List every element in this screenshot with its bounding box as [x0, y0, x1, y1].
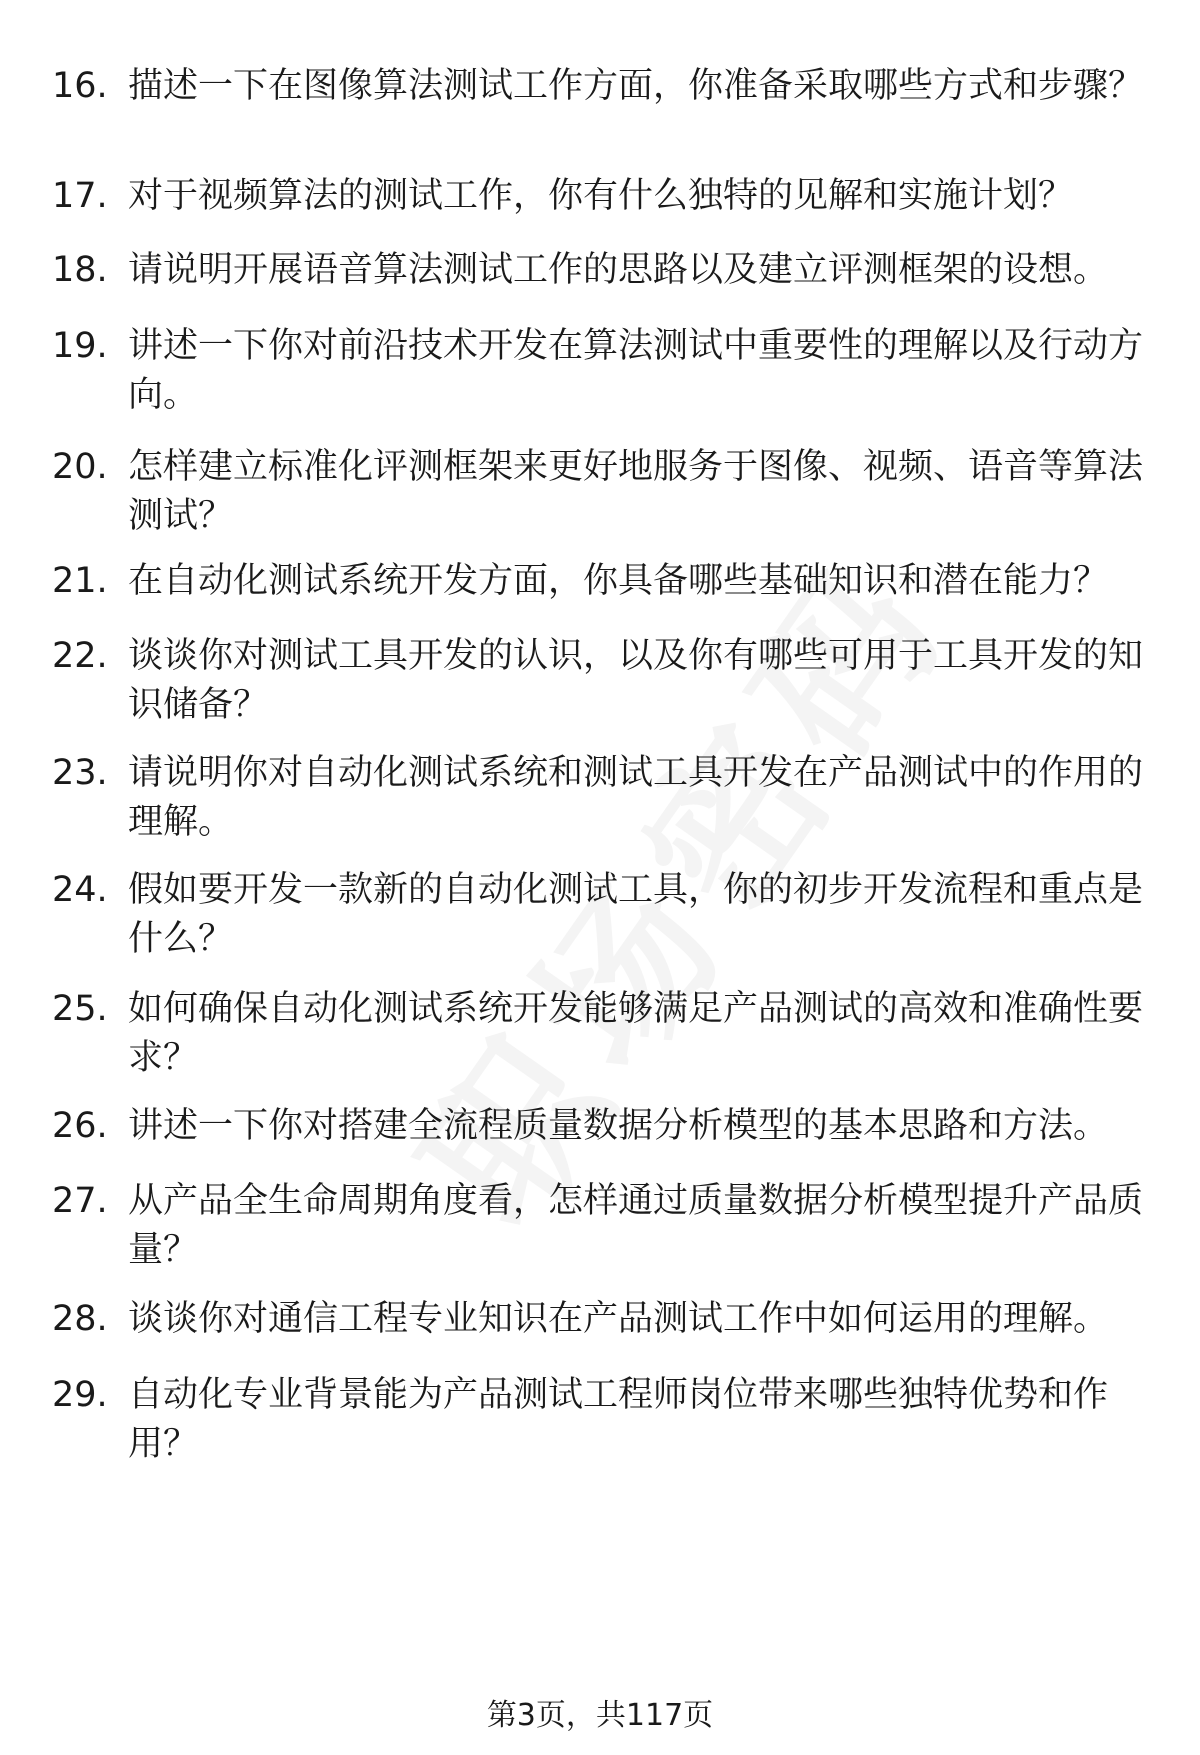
question-item — [52, 443, 1152, 541]
question-item — [52, 1177, 1152, 1275]
question-text: 从产品全生命周期角度看，怎样通过质量数据分析模型提升产品质量？ — [128, 1181, 1144, 1270]
question-number: 22. — [52, 636, 108, 676]
question-text: 请说明你对自动化测试系统和测试工具开发在产品测试中的作用的理解。 — [128, 753, 1144, 842]
question-text: 对于视频算法的测试工作，你有什么独特的见解和实施计划？ — [128, 176, 1074, 216]
question-text: 如何确保自动化测试系统开发能够满足产品测试的高效和准确性要求？ — [128, 989, 1144, 1078]
question-number: 24. — [52, 870, 108, 910]
question-item — [52, 246, 1152, 295]
question-number: 25. — [52, 989, 108, 1029]
question-item — [52, 557, 1152, 606]
question-text: 假如要开发一款新的自动化测试工具，你的初步开发流程和重点是什么？ — [128, 870, 1144, 959]
question-item — [52, 985, 1152, 1083]
question-number: 17. — [52, 176, 108, 216]
question-text: 讲述一下你对搭建全流程质量数据分析模型的基本思路和方法。 — [128, 1106, 1109, 1146]
question-item — [52, 1371, 1152, 1469]
question-item — [52, 1295, 1152, 1344]
question-text: 在自动化测试系统开发方面，你具备哪些基础知识和潜在能力？ — [128, 561, 1109, 601]
question-text: 请说明开展语音算法测试工作的思路以及建立评测框架的设想。 — [128, 250, 1109, 290]
question-text: 描述一下在图像算法测试工作方面，你准备采取哪些方式和步骤？ — [128, 66, 1144, 106]
question-number: 16. — [52, 66, 108, 106]
question-text: 谈谈你对测试工具开发的认识，以及你有哪些可用于工具开发的知识储备？ — [128, 636, 1144, 725]
question-item — [52, 172, 1152, 221]
question-number: 28. — [52, 1299, 108, 1339]
question-item — [52, 62, 1152, 111]
question-text: 谈谈你对通信工程专业知识在产品测试工作中如何运用的理解。 — [128, 1299, 1109, 1339]
question-number: 19. — [52, 326, 108, 366]
question-number: 26. — [52, 1106, 108, 1146]
question-number: 29. — [52, 1375, 108, 1415]
question-item — [52, 322, 1152, 420]
question-item — [52, 866, 1152, 964]
question-number: 18. — [52, 250, 108, 290]
question-text: 讲述一下你对前沿技术开发在算法测试中重要性的理解以及行动方向。 — [128, 326, 1144, 415]
question-item — [52, 749, 1152, 847]
question-number: 21. — [52, 561, 108, 601]
question-number: 23. — [52, 753, 108, 793]
question-item — [52, 1102, 1152, 1151]
question-text: 自动化专业背景能为产品测试工程师岗位带来哪些独特优势和作用？ — [128, 1375, 1109, 1464]
question-item — [52, 632, 1152, 730]
page-footer: 第3页，共117页 — [486, 1698, 714, 1733]
question-number: 20. — [52, 447, 108, 487]
question-number: 27. — [52, 1181, 108, 1221]
question-text: 怎样建立标准化评测框架来更好地服务于图像、视频、语音等算法测试？ — [128, 447, 1144, 536]
